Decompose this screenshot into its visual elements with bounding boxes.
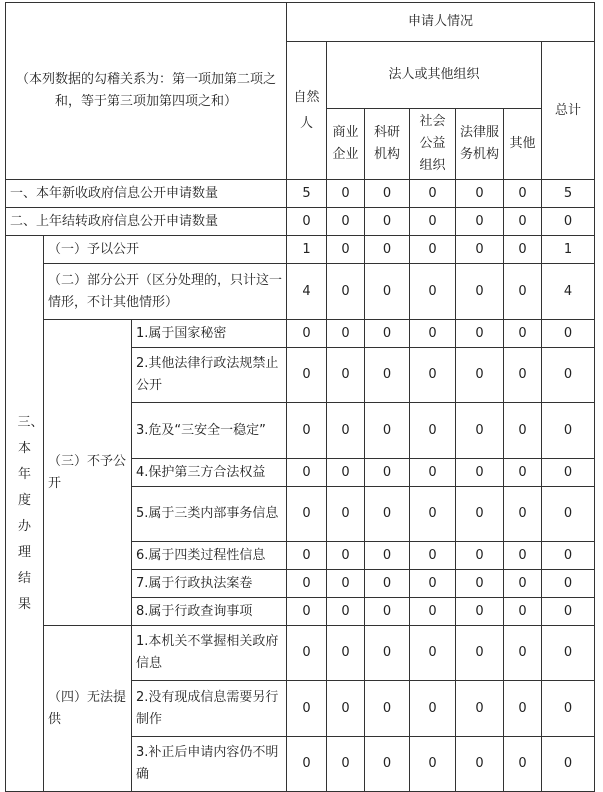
cell-value: 0	[327, 737, 365, 792]
cell-value: 0	[456, 236, 504, 264]
cell-value: 4	[542, 264, 595, 320]
cell-value: 0	[504, 208, 542, 236]
cell-value: 0	[456, 737, 504, 792]
row-label: （二）部分公开（区分处理的，只计这一情形，不计其他情形）	[44, 264, 287, 320]
cell-value: 0	[287, 348, 327, 403]
cell-value: 0	[365, 487, 410, 542]
table-row	[6, 626, 595, 681]
row-label: 4.保护第三方合法权益	[132, 459, 287, 487]
cell-value: 0	[365, 570, 410, 598]
cell-value: 0	[456, 681, 504, 737]
cell-value: 0	[365, 180, 410, 208]
cell-value: 0	[456, 320, 504, 348]
cell-value: 0	[542, 598, 595, 626]
cell-value: 0	[410, 236, 456, 264]
cell-value: 0	[410, 208, 456, 236]
cell-value: 0	[410, 487, 456, 542]
cell-value: 0	[542, 487, 595, 542]
cell-value: 0	[410, 737, 456, 792]
cell-value: 0	[287, 403, 327, 459]
cell-value: 0	[287, 626, 327, 681]
cell-value: 0	[504, 180, 542, 208]
cell-value: 0	[327, 681, 365, 737]
cell-value: 5	[542, 180, 595, 208]
cell-value: 0	[456, 570, 504, 598]
cell-value: 0	[504, 264, 542, 320]
cell-value: 0	[365, 598, 410, 626]
row-label: 二、上年结转政府信息公开申请数量	[6, 208, 287, 236]
cell-value: 0	[542, 208, 595, 236]
cell-value: 0	[365, 542, 410, 570]
cell-value: 0	[410, 598, 456, 626]
cell-value: 0	[504, 626, 542, 681]
cell-value: 0	[410, 403, 456, 459]
cell-value: 0	[504, 681, 542, 737]
cell-value: 0	[327, 403, 365, 459]
legal-org-header: 法人或其他组织	[327, 42, 542, 109]
row-label: 8.属于行政查询事项	[132, 598, 287, 626]
group3-label: （三）不予公开	[44, 320, 132, 626]
cell-value: 0	[410, 681, 456, 737]
table-row	[6, 264, 595, 320]
cell-value: 0	[542, 570, 595, 598]
cell-value: 0	[327, 542, 365, 570]
cell-value: 0	[365, 626, 410, 681]
cell-value: 0	[456, 403, 504, 459]
cell-value: 0	[365, 236, 410, 264]
cell-value: 0	[542, 348, 595, 403]
cell-value: 0	[327, 348, 365, 403]
cell-value: 0	[410, 180, 456, 208]
legal-service-header: 法律服务机构	[456, 109, 504, 180]
cell-value: 0	[504, 598, 542, 626]
table-row	[6, 208, 595, 236]
cell-value: 0	[287, 487, 327, 542]
cell-value: 0	[504, 570, 542, 598]
cell-value: 0	[365, 403, 410, 459]
cell-value: 0	[327, 570, 365, 598]
commercial-header: 商业企业	[327, 109, 365, 180]
cell-value: 0	[504, 459, 542, 487]
cell-value: 0	[287, 542, 327, 570]
row-label: （一）予以公开	[44, 236, 287, 264]
other-header: 其他	[504, 109, 542, 180]
cell-value: 0	[327, 264, 365, 320]
cell-value: 0	[456, 208, 504, 236]
cell-value: 0	[365, 264, 410, 320]
cell-value: 0	[542, 459, 595, 487]
cell-value: 0	[327, 459, 365, 487]
cell-value: 0	[327, 208, 365, 236]
cell-value: 0	[456, 598, 504, 626]
cell-value: 0	[287, 459, 327, 487]
row-label: 1.属于国家秘密	[132, 320, 287, 348]
table-row	[6, 320, 595, 348]
cell-value: 0	[287, 570, 327, 598]
cell-value: 0	[504, 403, 542, 459]
cell-value: 0	[456, 626, 504, 681]
cell-value: 0	[327, 487, 365, 542]
cell-value: 0	[542, 320, 595, 348]
cell-value: 5	[287, 180, 327, 208]
cell-value: 0	[327, 598, 365, 626]
cell-value: 0	[504, 236, 542, 264]
applicant-status-header: 申请人情况	[287, 3, 595, 42]
research-header: 科研机构	[365, 109, 410, 180]
cell-value: 0	[287, 681, 327, 737]
cell-value: 0	[287, 598, 327, 626]
natural-person-header: 自然人	[287, 42, 327, 180]
row-label: 一、本年新收政府信息公开申请数量	[6, 180, 287, 208]
cell-value: 0	[456, 487, 504, 542]
cell-value: 0	[327, 180, 365, 208]
row-label: 3.补正后申请内容仍不明确	[132, 737, 287, 792]
cell-value: 0	[456, 459, 504, 487]
cell-value: 0	[365, 459, 410, 487]
cell-value: 0	[365, 208, 410, 236]
row-label: 6.属于四类过程性信息	[132, 542, 287, 570]
cell-value: 0	[365, 737, 410, 792]
cell-value: 0	[327, 626, 365, 681]
cell-value: 0	[365, 320, 410, 348]
section3-label	[6, 236, 44, 792]
cell-value: 0	[456, 264, 504, 320]
disclosure-stats-table	[5, 2, 595, 792]
cell-value: 0	[456, 180, 504, 208]
table-row	[6, 180, 595, 208]
row-label: 2.其他法律行政法规禁止公开	[132, 348, 287, 403]
cell-value: 0	[542, 681, 595, 737]
cell-value: 0	[504, 542, 542, 570]
cell-value: 0	[542, 542, 595, 570]
cell-value: 0	[410, 542, 456, 570]
cell-value: 0	[542, 403, 595, 459]
group4-label: （四）无法提供	[44, 626, 132, 792]
cell-value: 0	[327, 320, 365, 348]
cell-value: 1	[542, 236, 595, 264]
table-row	[6, 236, 595, 264]
cell-value: 0	[410, 459, 456, 487]
cell-value: 0	[287, 320, 327, 348]
cell-value: 0	[504, 737, 542, 792]
cell-value: 0	[504, 487, 542, 542]
cell-value: 0	[456, 348, 504, 403]
cell-value: 0	[365, 348, 410, 403]
row-label: 1.本机关不掌握相关政府信息	[132, 626, 287, 681]
cell-value: 1	[287, 236, 327, 264]
cell-value: 0	[504, 320, 542, 348]
cell-value: 0	[410, 320, 456, 348]
row-label: 3.危及“三安全一稳定”	[132, 403, 287, 459]
cell-value: 0	[327, 236, 365, 264]
cell-value: 0	[410, 570, 456, 598]
cell-value: 0	[410, 626, 456, 681]
section3-text: 三、本年度办理结果	[17, 414, 44, 612]
total-header: 总计	[542, 42, 595, 180]
cell-value: 0	[410, 348, 456, 403]
header-note: （本列数据的勾稽关系为：第一项加第二项之和，等于第三项加第四项之和）	[6, 3, 287, 180]
social-header: 社会公益组织	[410, 109, 456, 180]
cell-value: 0	[456, 542, 504, 570]
cell-value: 0	[365, 681, 410, 737]
cell-value: 0	[287, 208, 327, 236]
cell-value: 0	[410, 264, 456, 320]
row-label: 2.没有现成信息需要另行制作	[132, 681, 287, 737]
cell-value: 0	[504, 348, 542, 403]
row-label: 5.属于三类内部事务信息	[132, 487, 287, 542]
row-label: 7.属于行政执法案卷	[132, 570, 287, 598]
cell-value: 4	[287, 264, 327, 320]
cell-value: 0	[542, 626, 595, 681]
cell-value: 0	[542, 737, 595, 792]
cell-value: 0	[287, 737, 327, 792]
